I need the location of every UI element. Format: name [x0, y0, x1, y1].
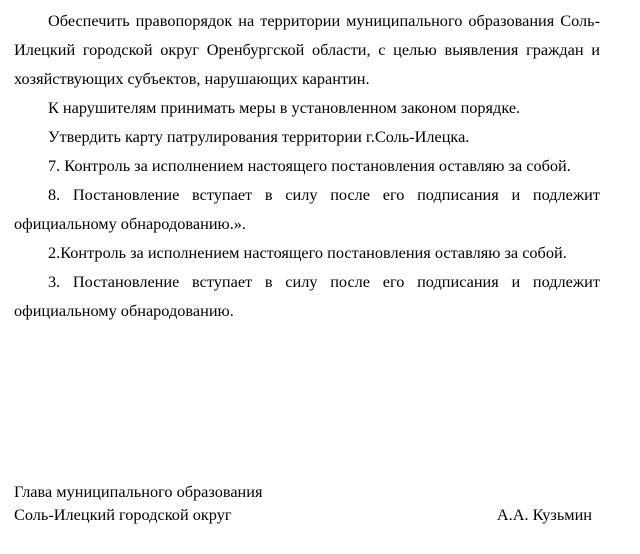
signature-line — [14, 503, 600, 526]
paragraph-ensure-order: Обеспечить правопорядок на территории муниципального образования Соль-Илецкий городской округ Оренбургской области, с целью выявления граждан и хозяйствующих субъектов, нарушающих карантин. — [14, 11, 600, 88]
paragraph-item-8-effect: 8. Постановление вступает в силу после его подписания и подлежит официальному обнародованию.». — [14, 185, 600, 233]
signature-title-line1: Глава муниципального образования — [14, 482, 263, 501]
paragraph-patrol-map: Утвердить карту патрулирования территории г.Соль-Илецка. — [48, 127, 470, 146]
paragraph-item-2-control: 2.Контроль за исполнением настоящего постановления оставляю за собой. — [48, 243, 567, 262]
paragraph-item-3-effect: 3. Постановление вступает в силу после его подписания и подлежит официальному обнародованию. — [14, 272, 600, 320]
signatory-name: А.А. Кузьмин — [496, 505, 592, 524]
signature-block — [14, 480, 600, 526]
paragraph-item-7-control: 7. Контроль за исполнением настоящего постановления оставляю за собой. — [48, 156, 571, 175]
paragraph-violators-measures: К нарушителям принимать меры в установленном законом порядке. — [48, 98, 521, 117]
signature-title-line2: Соль-Илецкий городской округ — [14, 505, 232, 524]
document-body — [14, 6, 600, 325]
